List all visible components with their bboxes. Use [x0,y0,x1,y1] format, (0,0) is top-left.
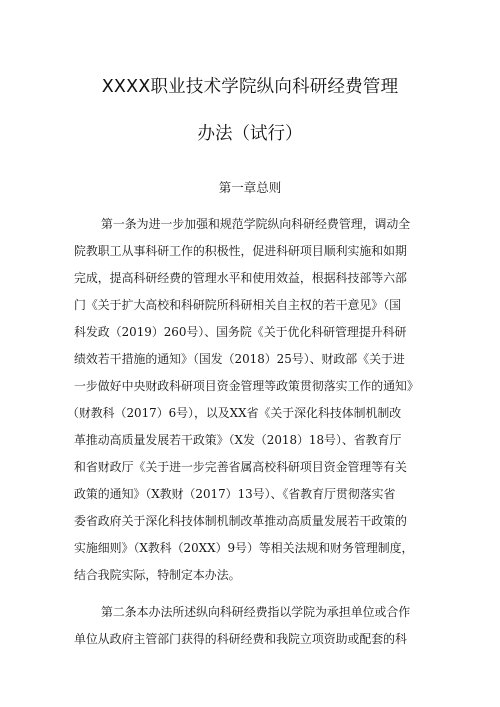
article-1-line: 绩效若干措施的通知》（国发（2018）25号）、财政部《关于进 [74,352,405,366]
document-title-line-1: XXXX职业技术学院纵向科研经费管理 [101,77,399,97]
article-1-line: （财教科（2017）6号），以及XX省《关于深化科技体制机制改 [67,406,402,420]
article-1-line: 结合我院实际，特制定本办法。 [74,568,241,582]
article-1-line: 政策的通知》（X教财（2017）13号）、《省教育厅贯彻落实省 [74,487,396,501]
article-1-line: 院教职工从事科研工作的积极性，促进科研项目顺利实施和如期 [74,244,407,258]
article-1-line: 门《关于扩大高校和科研院所科研相关自主权的若干意见》（国 [74,298,401,312]
article-1-line: 第一条为进一步加强和规范学院纵向科研经费管理，调动全 [101,217,411,231]
article-1-line: 和省财政厅《关于进一步完善省属高校科研项目资金管理等有关 [74,460,407,474]
article-1-line: 委省政府关于深化科技体制机制改革推动高质量发展若干政策的 [74,514,407,528]
document-title-line-2: 办法（试行） [197,124,303,144]
article-1-line: 革推动高质量发展若干政策》（X发（2018）18号）、省教育厅 [74,433,402,447]
article-2-line: 单位从政府主管部门获得的科研经费和我院立项资助或配套的科 [74,632,407,646]
chapter-heading: 第一章总则 [218,180,282,195]
article-1-line: 科发政（2019）260号）、国务院《关于优化科研管理提升科研 [74,325,407,339]
article-2-line: 第二条本办法所述纵向科研经费指以学院为承担单位或合作 [101,605,411,619]
article-1-line: 实施细则》（X教科（20XX）9号）等相关法规和财务管理制度， [74,541,414,555]
article-1-line: 完成，提高科研经费的管理水平和使用效益，根据科技部等六部 [74,271,407,285]
article-1-line: 一步做好中央财政科研项目资金管理等政策贯彻落实工作的通知》 [74,379,419,393]
